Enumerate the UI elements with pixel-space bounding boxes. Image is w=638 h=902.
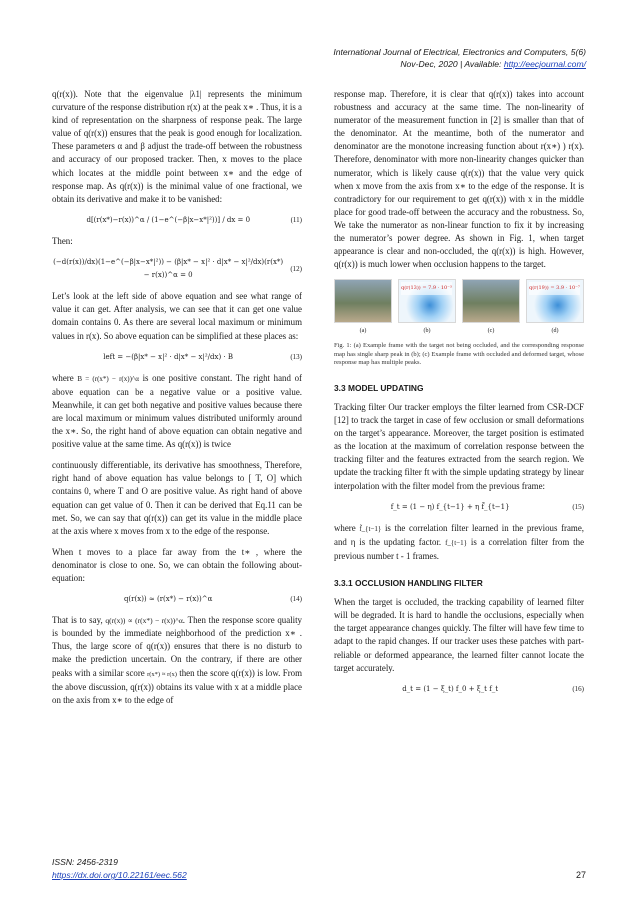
journal-issue [333, 58, 586, 70]
equation-number: (12) [290, 264, 302, 273]
text: where [334, 522, 360, 533]
section-heading: 3.3 MODEL UPDATING [334, 382, 424, 393]
tracking-frame-image [462, 279, 520, 323]
text: is one positive constant. The right hand of above equation can be a negative value or a positive value. Meanwhile, it can get both negative and positive values because there are local maximum or minimum values distributed uniformly around the x∗. So, the right hand of above equation can obtain negative and positive value at the same time. As q(r(x)) is twice [52, 372, 302, 450]
page-number: 27 [575, 870, 586, 880]
paragraph [52, 372, 302, 452]
inline-formula: f_{t−1} [445, 538, 468, 547]
paragraph [334, 522, 584, 563]
response-map-image [526, 279, 584, 323]
equation-15 [334, 501, 584, 514]
inline-formula: r(x*) ≈ r(x) [147, 670, 177, 678]
equation-number: (14) [290, 595, 302, 604]
journal-issue-text: Nov-Dec, 2020 | Available: [400, 59, 504, 69]
text: where [52, 372, 78, 383]
equation-14 [52, 593, 302, 606]
equation-number: (16) [572, 684, 584, 693]
left-column [52, 88, 302, 715]
equation-body: d[(r(x*)−r(x))^α / (1−e^(−β|x−x*|²))] / dx = 0 [86, 215, 251, 224]
right-column [334, 88, 584, 704]
issn: ISSN: 2456-2319 [52, 857, 118, 867]
doi-link[interactable]: https://dx.doi.org/10.22161/eec.562 [52, 870, 187, 880]
text: That is to say, [52, 615, 106, 626]
equation-number: (13) [290, 352, 302, 361]
equation-body: (−d(r(x))/dx)(1−e^(−β|x−x*|²)) − (β|x* − x|² · d|x* − x|²/dx)(r(x*) − r(x))^α = 0 [53, 258, 284, 280]
response-map-image [398, 279, 456, 323]
equation-body: f_t = (1 − η) f_{t−1} + η f̃_{t−1} [390, 502, 510, 511]
equation-body: d_t = (1 − ξ_t) f_0 + ξ_t f_t [402, 684, 499, 693]
text: is a correlation filter from the previous number t - 1 frames. [334, 536, 585, 561]
inline-formula: B = (r(x*) − r(x))^α [77, 374, 139, 383]
figure-panel-d [526, 279, 584, 338]
equation-12 [52, 256, 302, 282]
equation-body: left = −(β|x* − x|² · d|x* − x|²/dx) · B [103, 352, 234, 361]
journal-header [333, 46, 586, 70]
figure-1 [334, 279, 584, 338]
paragraph: When the target is occluded, the tracking capability of learned filter will be degraded. It is hard to handle the occlusions, especially when the target appearance changes quickly. The filter will have few time to adapt to the rapid changes. If our tracker uses these patches with part-reliable or deformed appearance, the learned filter cannot locate the target accurately. [334, 597, 584, 673]
panel-label: (c) [487, 328, 495, 335]
equation-11 [52, 214, 302, 227]
text: . Then the response score quality is bounded by the immediate neighborhood of the prediction x∗ . Thus, the large score of q(r(x)) ensures that there is no disturb to make the prediction uncertain. On the contrary, if there are other peaks with a similar score [52, 615, 302, 678]
quality-score-label: q(r(13)) = 7.9 · 10⁻³ [401, 282, 452, 295]
paragraph: Let’s look at the left side of above equation and see what range of value it can get. After analysis, we can see that it can get one value domain contains 0. As there are several local maximum or minimum values in r(x). So above equation can be simplified at these places as: [52, 291, 302, 341]
footer [52, 856, 187, 882]
tracking-frame-image [334, 279, 392, 323]
paragraph: continuously differentiable, its derivative has smoothness, Therefore, right hand of above equation has value belongs to [ T, O] which contains 0, where T and O are positive value. As right hand of above equation can get value of 0. Then it can be derived that Eq.11 can be met. So, we can say that q(r(x)) can get its value in the middle place at the axis where x moves from x to the edge of the response. [52, 460, 302, 536]
text: then the score q(r(x)) is low. From the above discussion, q(r(x)) obtains its value with x at a middle place on the axis from x∗ to the edge of [52, 667, 302, 705]
equation-body: q(r(x)) ≈ (r(x*) − r(x))^α [123, 595, 213, 604]
equation-16 [334, 683, 584, 696]
paragraph [52, 614, 302, 707]
panel-label: (b) [423, 328, 431, 335]
figure-caption: Fig. 1: (a) Example frame with the target not being occluded, and the corresponding response map has single sharp peak in (b); (c) Example frame with occluded and deformed target, whose response map has multiple peaks. [334, 342, 584, 367]
journal-title: International Journal of Electrical, Electronics and Computers, 5(6) [333, 47, 586, 57]
panel-label: (d) [551, 328, 559, 335]
inline-formula: f̃_{t−1} [359, 524, 382, 533]
text: is the correlation filter learned in the previous frame, and η is the updating factor. [334, 522, 584, 547]
journal-link[interactable]: http://eecjournal.com/ [503, 59, 586, 69]
paragraph: Then: [52, 235, 73, 246]
figure-panel-b [398, 279, 456, 338]
panel-label: (a) [359, 328, 367, 335]
figure-panel-c [462, 279, 520, 338]
paragraph: response map. Therefore, it is clear that q(r(x)) takes into account robustness and accuracy at the same time. The non-linearity of numerator of the measurement function in [2] is smaller than that of the denominator. At the meantime, both of the numerator and denominator are the monotone increasing function about r(x∗) ) r(x). Therefore, denominator with more non-linearity changes quicker than numerator, which is likely cause q(r(x)) that the value very quick when x move from the axis from x∗ to the edge of the response. It is contradictory for our requirement to get q(r(x)) with x in the middle place for good trade-off between the accuracy and the robustness. So, We take the numerator as non-linear function to fix it by increasing the numerator’s power degree. As shown in Fig. 1, when target appearance is clear and non-occluded, the q(r(x)) is high. However, q(r(x)) is much lower when occlusion happens to the target. [334, 89, 584, 270]
paragraph: Tracking filter Our tracker employs the filter learned from CSR-DCF [12] to track the target in case of few occlusion or small deformations on the target’s appearance. Moreover, the target position is estimated as the location at the maximum of correlation response between the tracking filter and the features extracted from the search region. We update the tracking filter ft with the simple updating strategy by linear interpolation with the filter model from the previous frame: [334, 402, 584, 491]
subsection-heading: 3.3.1 OCCLUSION HANDLING FILTER [334, 578, 483, 589]
paragraph: q(r(x)). Note that the eigenvalue |λ1| represents the minimum curvature of the response distribution r(x) at the peak x∗ . Thus, it is a kind of representation on the sharpness of response peak. The large value of q(r(x)) ensures that the peak is good enough for localization. These parameters α and β adjust the trade-off between the robustness and accuracy of our proposed tracker. Then, x moves to the place which locates at the middle point between x∗ and the edge of response map. As q(r(x)) is the minimal value of one fractional, we obtain its derivative and make it to be vanished: [52, 89, 302, 204]
equation-number: (15) [572, 502, 584, 511]
figure-panel-a [334, 279, 392, 338]
quality-score-label: q(r(19)) = 3.9 · 10⁻⁷ [529, 282, 580, 295]
paragraph: When t moves to a place far away from the t∗ , where the denominator is close to one. So, we can obtain the following about-equation: [52, 546, 302, 583]
equation-number: (11) [290, 215, 302, 224]
inline-formula: q(r(x)) ∝ (r(x*) − r(x))^α [105, 616, 183, 626]
equation-13 [52, 351, 302, 364]
